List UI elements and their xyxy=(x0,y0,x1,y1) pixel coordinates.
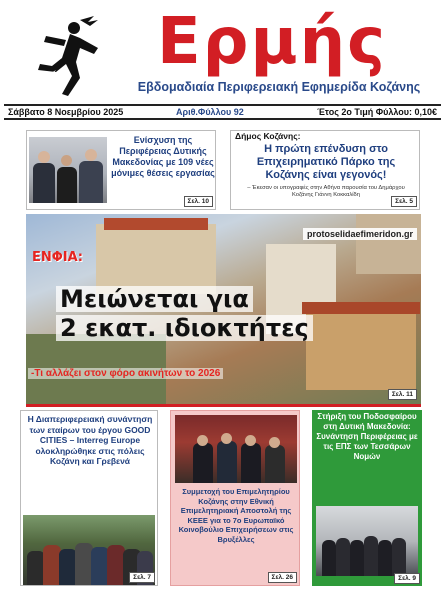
story-bottom-middle[interactable] xyxy=(170,410,300,586)
story-headline: Η πρώτη επένδυση στο Επιχειρηματικό Πάρκο της Κοζάνης είναι γεγονός! xyxy=(256,143,396,181)
page-reference: Σελ. 26 xyxy=(268,572,297,583)
building-shape xyxy=(356,214,421,274)
newspaper-subtitle: Εβδομαδιαία Περιφερειακή Εφημερίδα Κοζάνης xyxy=(137,80,421,94)
newspaper-title: Ερμής xyxy=(156,5,388,79)
building-shape xyxy=(306,310,416,390)
hero-label: ΕΝΦΙΑ: xyxy=(32,250,83,265)
story-subhead: – Έκεσαν οι υπογραφές στην Αθήνα παρουσία του Δημάρχου Κοζάνης Γιάννη Κοκκαλίδη xyxy=(247,185,405,198)
story-photo xyxy=(316,506,418,576)
divider xyxy=(26,404,421,407)
masthead xyxy=(0,0,445,102)
page-reference: Σελ. 7 xyxy=(129,572,155,583)
page-reference: Σελ. 9 xyxy=(394,573,420,584)
hero-headline-line1: Μειώνεται για xyxy=(56,286,253,312)
roof-shape xyxy=(104,218,208,230)
story-photo xyxy=(175,415,297,483)
story-bottom-right[interactable] xyxy=(312,410,422,586)
story-headline: Ενίσχυση της Περιφέρειας Δυτικής Μακεδονίας με 109 νέες μόνιμες θέσεις εργασίας xyxy=(111,135,215,178)
issue-meta: Έτος 2ο Τιμή Φύλλου: 0,10€ xyxy=(317,107,437,117)
roof-shape xyxy=(302,302,420,314)
dateline xyxy=(4,104,441,120)
hero-tagline: -Τι αλλάζει στον φόρο ακινήτων το 2026 xyxy=(28,368,223,379)
story-top-right[interactable] xyxy=(230,130,420,210)
story-headline: Στήριξη του Ποδοσφαίρου στη Δυτική Μακεδονία: Συνάντηση Περιφέρειας με τις ΕΠΣ των Τεσσάρων Νομών xyxy=(316,412,418,461)
building-shape xyxy=(96,224,216,294)
hero-headline-line2: 2 εκατ. ιδιοκτήτες xyxy=(56,315,313,341)
story-headline: Η Διαπεριφερειακή συνάντηση των εταίρων του έργου GOOD CITIES – Interreg Europe ολοκληρώθηκε στις πόλεις Κοζάνη και Γρεβενά xyxy=(27,414,153,466)
story-kicker: Δήμος Κοζάνης: xyxy=(235,131,301,141)
hero-story[interactable] xyxy=(26,214,421,404)
page-reference: Σελ. 11 xyxy=(388,389,417,400)
page-reference: Σελ. 5 xyxy=(391,196,417,207)
story-bottom-left[interactable] xyxy=(20,410,158,586)
page-reference: Σελ. 10 xyxy=(184,196,213,207)
issue-date: Σάββατο 8 Νοεμβρίου 2025 xyxy=(8,107,124,117)
watermark: protoselidaefimeridon.gr xyxy=(303,228,417,240)
hermes-runner-icon xyxy=(22,14,112,100)
story-photo xyxy=(29,137,107,203)
story-headline: Συμμετοχή του Επιμελητηρίου Κοζάνης στην Εθνική Επιμελητηριακή Αποστολή της ΚΕΕΕ για το 7ο Ευρωπαϊκό Κοινοβούλιο Επιχειρήσεων στις Βρυξέλλες xyxy=(178,487,294,544)
hero-headline xyxy=(56,286,313,344)
issue-number: Αριθ.Φύλλου 92 xyxy=(176,107,244,117)
story-top-left[interactable] xyxy=(26,130,216,210)
